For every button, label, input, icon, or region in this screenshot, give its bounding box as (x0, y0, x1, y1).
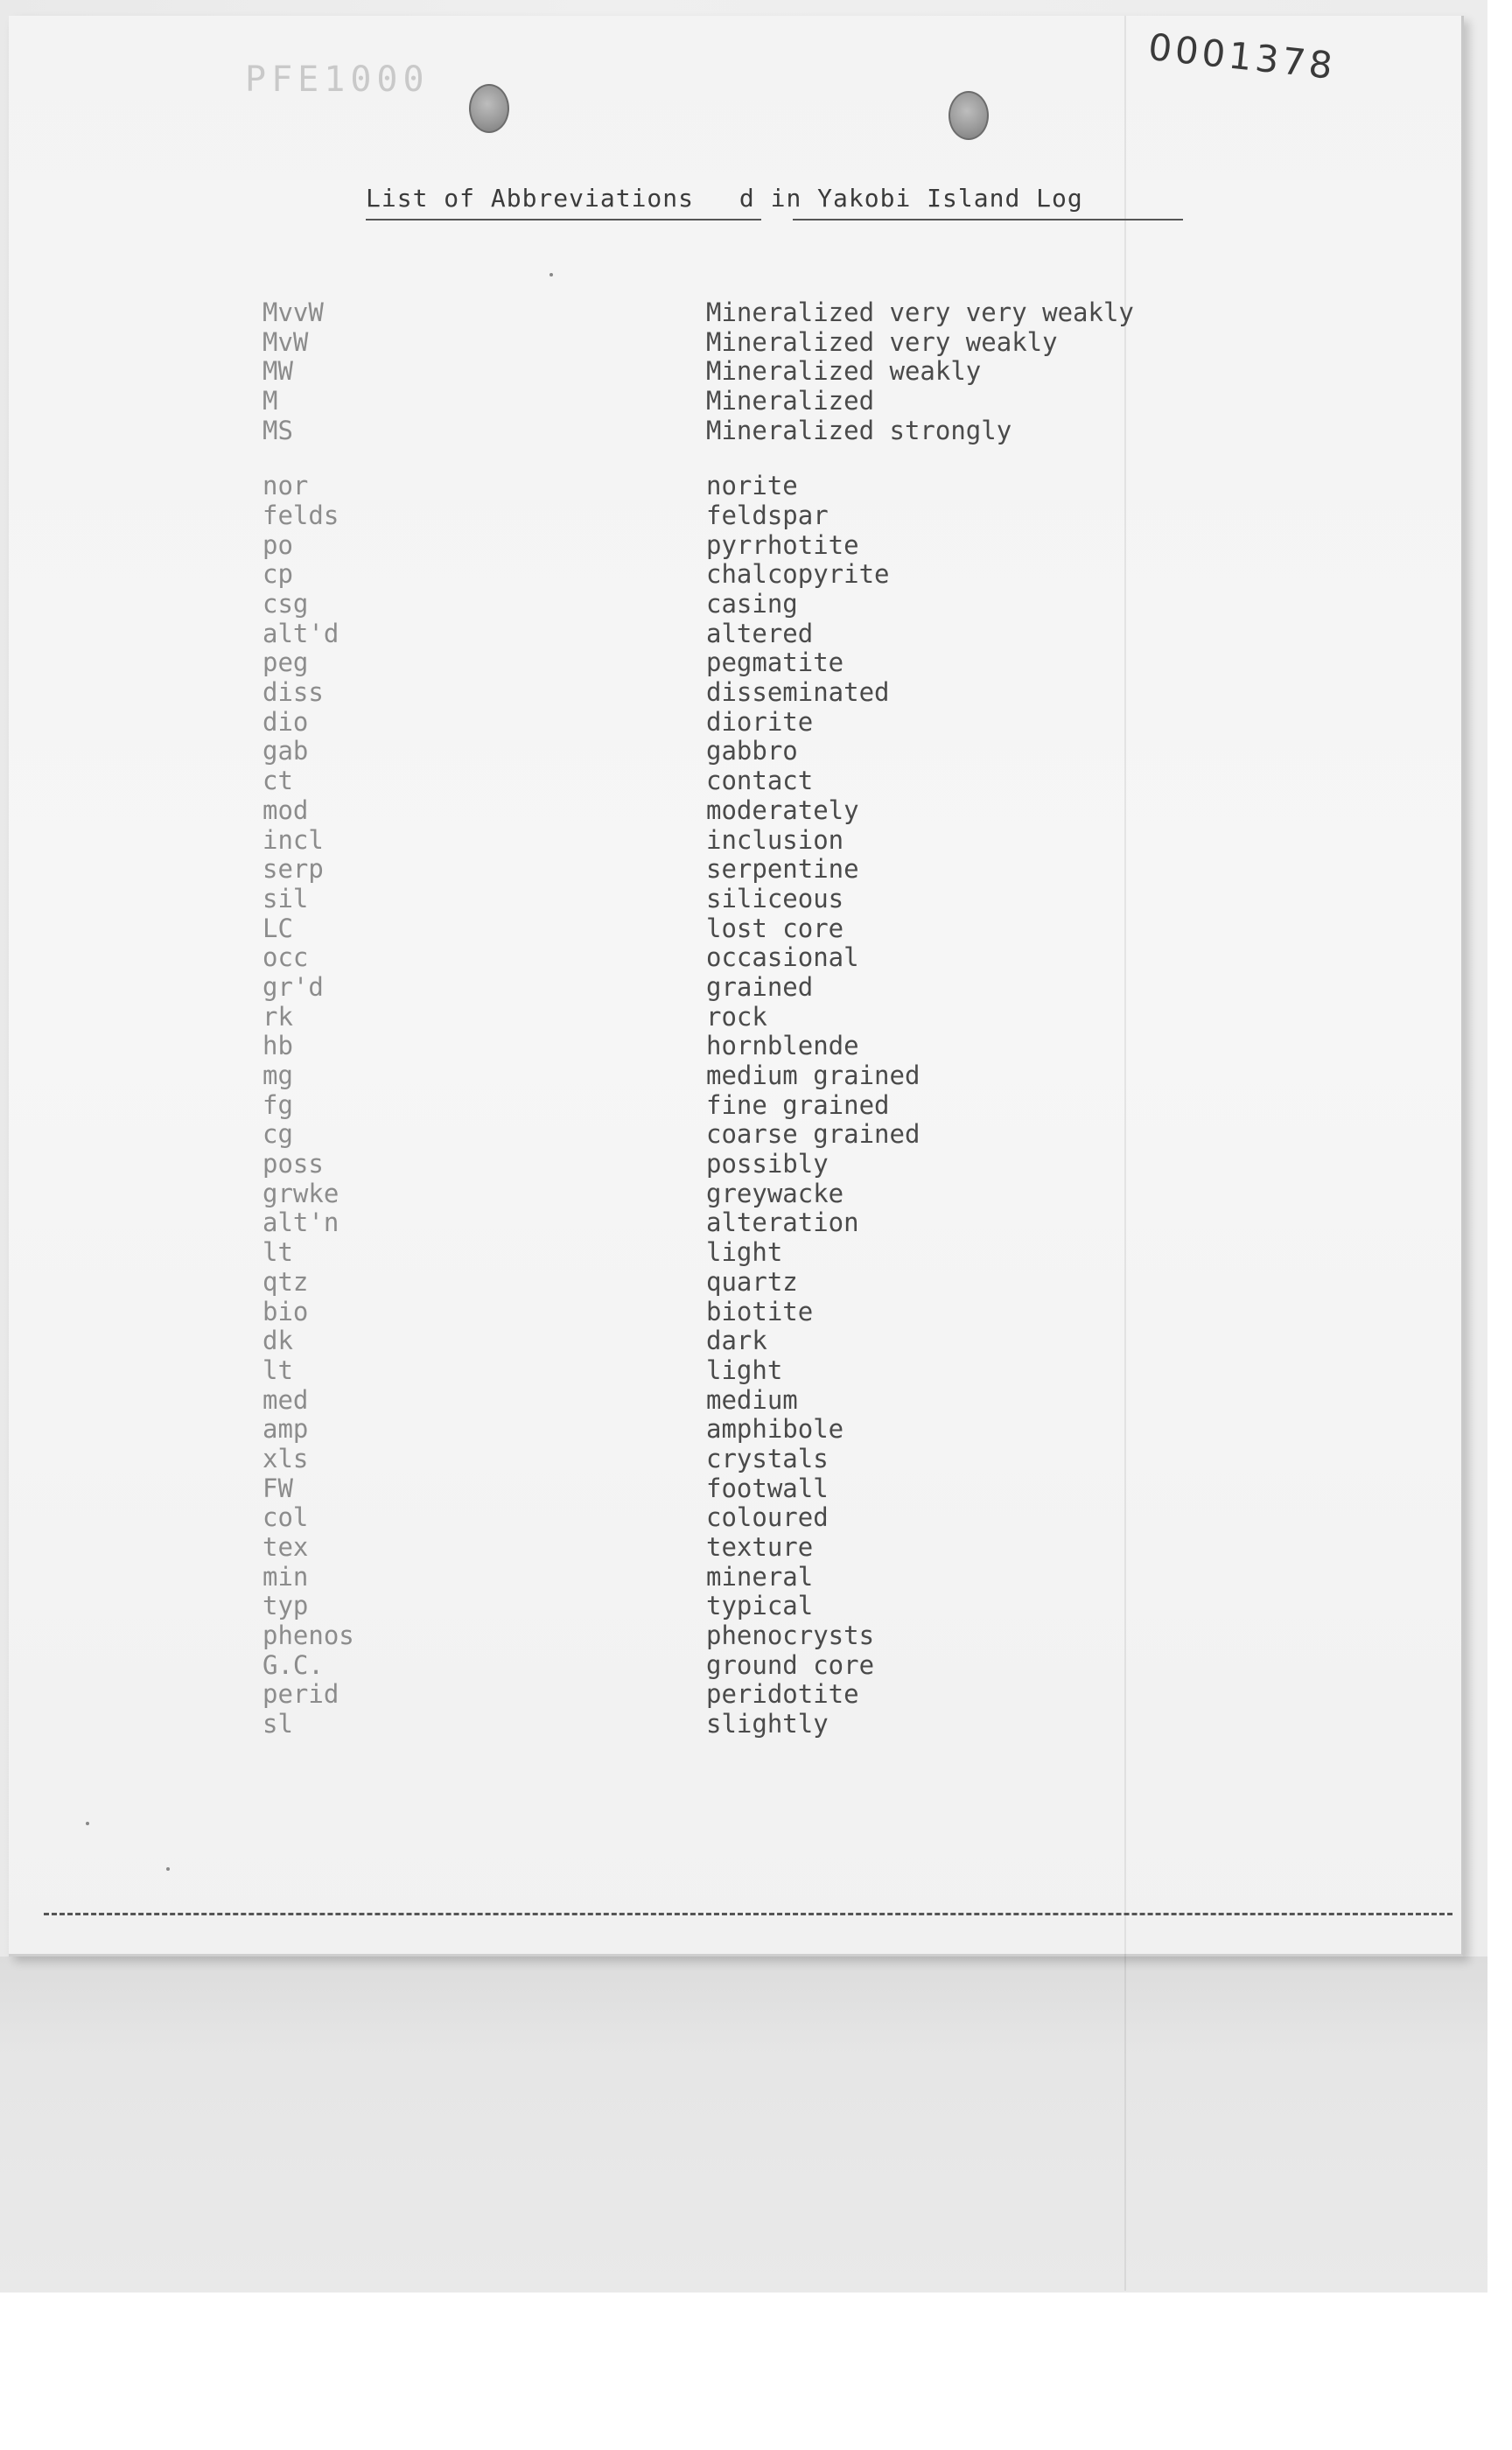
abbreviation-row (262, 1267, 1225, 1297)
abbreviation-row (262, 1532, 1225, 1562)
document-number: 0001378 (1146, 24, 1339, 88)
abbreviation: incl (262, 824, 324, 855)
abbreviation: bio (262, 1296, 309, 1326)
abbreviation: amp (262, 1414, 309, 1445)
abbreviation-meaning: typical (706, 1591, 814, 1621)
punch-hole-left (469, 84, 509, 133)
title-part-2: d in Yakobi Island Log (738, 184, 1083, 213)
abbreviation-meaning: Mineralized (706, 385, 875, 416)
abbreviation-meaning: coarse grained (706, 1119, 920, 1150)
abbreviation: G.C. (262, 1649, 324, 1680)
abbreviation: felds (262, 500, 340, 530)
abbreviation-meaning: Mineralized very weakly (706, 326, 1058, 357)
abbreviation-meaning: light (706, 1354, 783, 1385)
abbreviation: occ (262, 942, 309, 973)
abbreviation-row (262, 1179, 1225, 1208)
abbreviation: mg (262, 1060, 293, 1091)
abbreviation-row (262, 766, 1225, 795)
abbreviation-meaning: feldspar (706, 500, 829, 530)
abbreviation-meaning: footwall (706, 1473, 829, 1503)
abbreviation-meaning: lost core (706, 913, 844, 943)
abbreviation-row (262, 560, 1225, 590)
abbreviation-row (262, 1149, 1225, 1179)
abbreviation-row (262, 914, 1225, 943)
abbreviation-row (262, 1503, 1225, 1533)
abbreviation-row (262, 1326, 1225, 1355)
abbreviation-meaning: serpentine (706, 854, 859, 885)
abbreviation-meaning: slightly (706, 1709, 829, 1740)
title-part-1: List of Abbreviations (366, 184, 710, 213)
abbreviation: min (262, 1561, 309, 1592)
abbreviation-meaning: gabbro (706, 736, 798, 766)
abbreviation: MW (262, 356, 293, 387)
abbreviation-row (262, 327, 1225, 357)
abbreviation: serp (262, 854, 324, 885)
abbreviation: mod (262, 794, 309, 825)
abbreviation-meaning: biotite (706, 1296, 814, 1326)
title-underline-right (793, 219, 1183, 220)
abbreviation-row (262, 1090, 1225, 1120)
abbreviation: tex (262, 1532, 309, 1563)
punch-hole-right (948, 91, 989, 140)
abbreviation-row (262, 619, 1225, 648)
scan-speck (550, 273, 553, 276)
abbreviation-row (262, 471, 1225, 500)
scan-lower-strip (0, 1956, 1488, 2292)
abbreviation-meaning: Mineralized strongly (706, 415, 1012, 445)
abbreviation-row (262, 1208, 1225, 1238)
abbreviation-row (262, 1002, 1225, 1032)
abbreviation-row (262, 1032, 1225, 1061)
abbreviation-row (262, 1120, 1225, 1150)
abbreviation: xls (262, 1443, 309, 1474)
abbreviation: sil (262, 883, 309, 914)
abbreviation-row (262, 707, 1225, 737)
abbreviation-row (262, 1709, 1225, 1739)
abbreviation: dk (262, 1326, 293, 1356)
abbreviation-row (262, 530, 1225, 560)
abbreviation-group (262, 471, 1225, 1739)
abbreviation-meaning: coloured (706, 1502, 829, 1533)
abbreviation: med (262, 1384, 309, 1415)
abbreviation-row (262, 1060, 1225, 1090)
scan-speck (166, 1867, 170, 1871)
abbreviation-meaning: grained (706, 971, 814, 1002)
abbreviation-row (262, 1385, 1225, 1415)
abbreviation: cg (262, 1119, 293, 1150)
abbreviation-meaning: casing (706, 589, 798, 620)
abbreviation-meaning: crystals (706, 1443, 829, 1474)
abbreviation: peg (262, 648, 309, 678)
abbreviation-meaning: possibly (706, 1149, 829, 1180)
abbreviation-meaning: contact (706, 766, 814, 796)
abbreviation-meaning: peridotite (706, 1679, 859, 1710)
abbreviation-list (262, 298, 1225, 1739)
abbreviation: MvW (262, 326, 309, 357)
abbreviation: gab (262, 736, 309, 766)
abbreviation-row (262, 1414, 1225, 1444)
abbreviation-row (262, 884, 1225, 914)
abbreviation: gr'd (262, 971, 324, 1002)
abbreviation-meaning: ground core (706, 1649, 875, 1680)
abbreviation: diss (262, 677, 324, 708)
abbreviation-meaning: texture (706, 1532, 814, 1563)
abbreviation-meaning: greywacke (706, 1178, 844, 1208)
abbreviation-row (262, 1592, 1225, 1621)
abbreviation: MvvW (262, 297, 324, 327)
abbreviation-meaning: Mineralized very very weakly (706, 297, 1134, 327)
abbreviation: alt'n (262, 1208, 340, 1238)
abbreviation: nor (262, 471, 309, 501)
abbreviation: typ (262, 1591, 309, 1621)
abbreviation-meaning: moderately (706, 794, 859, 825)
abbreviation-meaning: pegmatite (706, 648, 844, 678)
abbreviation: alt'd (262, 618, 340, 648)
abbreviation: cp (262, 559, 293, 590)
abbreviation: rk (262, 1001, 293, 1032)
abbreviation-row (262, 386, 1225, 416)
abbreviation: LC (262, 913, 293, 943)
abbreviation-row (262, 500, 1225, 530)
abbreviation-meaning: phenocrysts (706, 1620, 875, 1651)
abbreviation-row (262, 854, 1225, 884)
scan-speck (86, 1822, 89, 1825)
faint-stamp: PFE1000 (245, 60, 430, 100)
abbreviation-row (262, 825, 1225, 855)
abbreviation-group (262, 298, 1225, 444)
abbreviation: col (262, 1502, 309, 1533)
abbreviation: poss (262, 1149, 324, 1180)
abbreviation-row (262, 1237, 1225, 1267)
abbreviation: hb (262, 1031, 293, 1061)
page-title (366, 184, 1083, 213)
abbreviation-row (262, 1355, 1225, 1385)
abbreviation-meaning: disseminated (706, 677, 890, 708)
abbreviation-row (262, 1297, 1225, 1326)
abbreviation: phenos (262, 1620, 354, 1651)
abbreviation-meaning: Mineralized weakly (706, 356, 982, 387)
abbreviation-row (262, 1620, 1225, 1650)
abbreviation-meaning: occasional (706, 942, 859, 973)
abbreviation-row (262, 589, 1225, 619)
abbreviation-meaning: amphibole (706, 1414, 844, 1445)
title-underline-left (366, 219, 761, 220)
abbreviation: grwke (262, 1178, 340, 1208)
abbreviation-meaning: diorite (706, 706, 814, 737)
abbreviation-row (262, 795, 1225, 825)
abbreviation-row (262, 648, 1225, 678)
abbreviation-row (262, 1680, 1225, 1710)
abbreviation-meaning: mineral (706, 1561, 814, 1592)
abbreviation-row (262, 1444, 1225, 1474)
abbreviation-row (262, 298, 1225, 327)
abbreviation: perid (262, 1679, 340, 1710)
abbreviation-meaning: norite (706, 471, 798, 501)
abbreviation-meaning: quartz (706, 1266, 798, 1297)
abbreviation-row (262, 1650, 1225, 1680)
abbreviation: FW (262, 1473, 293, 1503)
abbreviation: po (262, 529, 293, 560)
abbreviation-row (262, 737, 1225, 766)
abbreviation-meaning: siliceous (706, 883, 844, 914)
abbreviation-meaning: fine grained (706, 1089, 890, 1120)
abbreviation-meaning: altered (706, 618, 814, 648)
abbreviation: qtz (262, 1266, 309, 1297)
abbreviation-meaning: medium (706, 1384, 798, 1415)
abbreviation-meaning: inclusion (706, 824, 844, 855)
abbreviation: ct (262, 766, 293, 796)
abbreviation-row (262, 942, 1225, 972)
abbreviation-row (262, 677, 1225, 707)
abbreviation: lt (262, 1354, 293, 1385)
abbreviation-row (262, 972, 1225, 1002)
abbreviation-meaning: pyrrhotite (706, 529, 859, 560)
abbreviation-meaning: light (706, 1237, 783, 1268)
abbreviation: M (262, 385, 278, 416)
abbreviation-meaning: rock (706, 1001, 767, 1032)
abbreviation-row (262, 1562, 1225, 1592)
dashed-divider (44, 1913, 1452, 1915)
abbreviation-meaning: hornblende (706, 1031, 859, 1061)
abbreviation-meaning: medium grained (706, 1060, 920, 1091)
abbreviation: dio (262, 706, 309, 737)
abbreviation-row (262, 356, 1225, 386)
abbreviation: MS (262, 415, 293, 445)
abbreviation: lt (262, 1237, 293, 1268)
abbreviation: sl (262, 1709, 293, 1740)
abbreviation: csg (262, 589, 309, 620)
abbreviation-meaning: chalcopyrite (706, 559, 890, 590)
abbreviation-row (262, 416, 1225, 445)
abbreviation: fg (262, 1089, 293, 1120)
abbreviation-meaning: alteration (706, 1208, 859, 1238)
abbreviation-meaning: dark (706, 1326, 767, 1356)
abbreviation-row (262, 1474, 1225, 1503)
